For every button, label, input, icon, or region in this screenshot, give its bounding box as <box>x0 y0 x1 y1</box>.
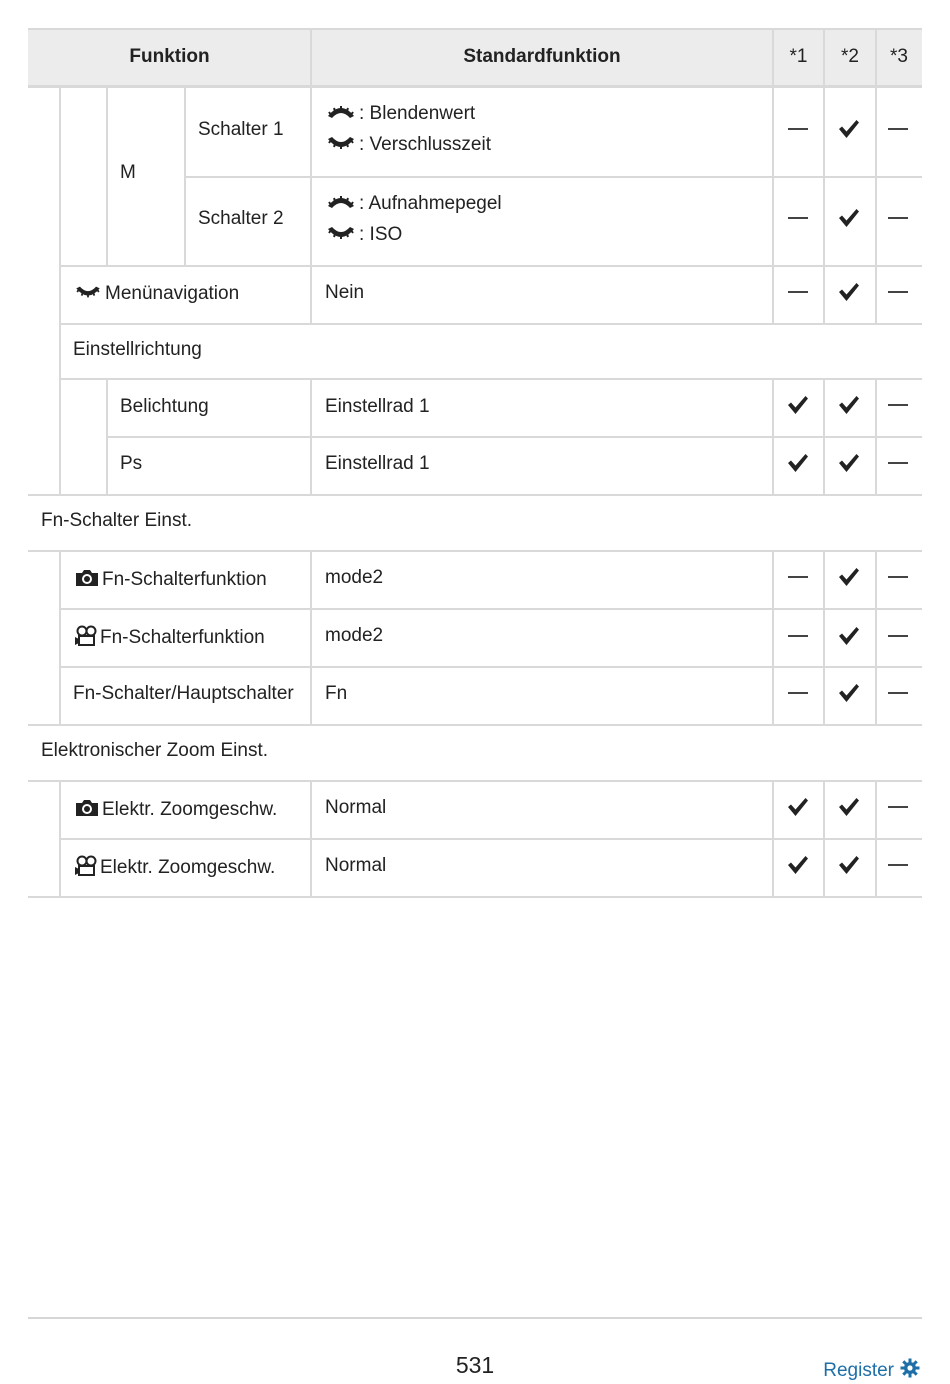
belichtung-value <box>325 389 430 425</box>
header-col1-label: *1 <box>789 46 808 67</box>
dash-mark <box>888 692 908 694</box>
schalter2-rear-text: : ISO <box>359 224 403 245</box>
zoom-movie-value <box>325 848 386 884</box>
dash-mark <box>788 291 808 293</box>
schalter1-label <box>198 112 284 148</box>
rule <box>772 551 774 725</box>
check-icon <box>787 395 809 415</box>
rule <box>772 781 774 897</box>
check-icon <box>787 855 809 875</box>
rule <box>28 28 922 30</box>
fn-haupt-value <box>325 676 347 712</box>
rule <box>310 28 312 86</box>
rule <box>875 86 877 324</box>
rule <box>310 781 312 897</box>
check-icon <box>838 855 860 875</box>
rule <box>875 551 877 725</box>
rule <box>60 608 922 610</box>
schalter1-rear-value <box>326 129 491 161</box>
zoom-section-title <box>41 733 268 769</box>
camera-icon <box>74 798 100 823</box>
dash-mark <box>788 128 808 130</box>
ps-text: Ps <box>120 453 143 474</box>
zoom-section-text: Elektronischer Zoom Einst. <box>41 740 269 761</box>
header-col1 <box>773 28 824 86</box>
schalter2-text: Schalter 2 <box>198 208 284 229</box>
schalter1-text: Schalter 1 <box>198 119 284 140</box>
header-standardfunktion-label: Standardfunktion <box>463 46 621 67</box>
rule <box>28 85 922 88</box>
rule <box>875 28 877 86</box>
rule <box>772 379 774 495</box>
mode-m-label <box>120 155 136 191</box>
gear-icon[interactable] <box>900 1358 920 1384</box>
rule <box>823 86 825 324</box>
fn-photo-value <box>325 560 383 596</box>
rule <box>59 781 61 897</box>
header-col2 <box>824 28 876 86</box>
rule <box>310 551 312 725</box>
rule <box>60 666 922 668</box>
movie-camera-icon <box>74 855 98 882</box>
menu-nav-label <box>74 276 239 312</box>
rule <box>59 551 61 725</box>
check-icon <box>838 208 860 228</box>
zoom-movie-value-text: Normal <box>325 855 387 876</box>
fn-section-title <box>41 503 192 539</box>
rule <box>823 28 825 86</box>
schalter2-front-text: : Aufnahmepegel <box>359 193 502 214</box>
schalter1-front-value <box>326 98 475 130</box>
rule <box>823 379 825 495</box>
fn-haupt-value-text: Fn <box>325 683 348 704</box>
rear-dial-icon <box>326 133 356 158</box>
rule <box>772 28 774 86</box>
check-icon <box>838 282 860 302</box>
rule <box>185 176 922 178</box>
register-link-label[interactable]: Register <box>823 1360 894 1381</box>
rule <box>823 781 825 897</box>
fn-movie-value-text: mode2 <box>325 625 384 646</box>
rule <box>106 86 108 266</box>
dash-mark <box>888 128 908 130</box>
dash-mark <box>888 217 908 219</box>
rule <box>875 781 877 897</box>
rule <box>60 378 922 380</box>
rule <box>60 838 922 840</box>
rule <box>28 896 922 898</box>
dash-mark <box>888 864 908 866</box>
zoom-photo-text: Elektr. Zoomgeschw. <box>102 799 278 820</box>
header-col3 <box>876 28 922 86</box>
belichtung-value-text: Einstellrad 1 <box>325 396 430 417</box>
rule <box>28 494 922 496</box>
check-icon <box>787 453 809 473</box>
fn-haupt-text: Fn-Schalter/Hauptschalter <box>73 683 294 704</box>
menu-nav-value-text: Nein <box>325 282 365 303</box>
front-dial-icon <box>326 192 356 217</box>
check-icon <box>838 119 860 139</box>
rule <box>772 86 774 324</box>
dash-mark <box>788 576 808 578</box>
ps-label <box>120 446 142 482</box>
schalter1-front-text: : Blendenwert <box>359 103 476 124</box>
zoom-photo-label <box>74 792 277 828</box>
dash-mark <box>888 806 908 808</box>
movie-camera-icon <box>74 625 98 652</box>
rule <box>60 323 922 325</box>
zoom-photo-value <box>325 790 386 826</box>
mode-m-text: M <box>120 162 136 183</box>
rule <box>107 436 922 438</box>
rule <box>875 379 877 495</box>
header-col3-label: *3 <box>890 46 908 67</box>
fn-photo-text: Fn-Schalterfunktion <box>102 569 267 590</box>
schalter2-rear-value <box>326 219 402 251</box>
dash-mark <box>888 404 908 406</box>
camera-icon <box>74 568 100 593</box>
rule <box>310 86 312 324</box>
fn-photo-label <box>74 562 267 598</box>
header-standardfunktion <box>311 28 773 86</box>
fn-haupt-label <box>73 676 294 712</box>
rule <box>60 265 922 267</box>
page-number: 531 <box>455 1352 495 1378</box>
header-funktion-label: Funktion <box>129 46 210 67</box>
rule <box>28 780 922 782</box>
rule <box>59 86 61 495</box>
fn-movie-label <box>74 620 265 656</box>
rule <box>106 379 108 495</box>
front-dial-icon <box>326 102 356 127</box>
rear-dial-icon <box>326 223 356 248</box>
rear-dial-icon <box>74 283 102 306</box>
fn-movie-text: Fn-Schalterfunktion <box>100 627 265 648</box>
fn-section-text: Fn-Schalter Einst. <box>41 510 192 531</box>
rule <box>823 551 825 725</box>
register-link[interactable] <box>823 1358 920 1384</box>
belichtung-text: Belichtung <box>120 396 209 417</box>
ps-value-text: Einstellrad 1 <box>325 453 430 474</box>
dash-mark <box>788 635 808 637</box>
menu-nav-value <box>325 275 364 311</box>
schalter1-rear-text: : Verschlusszeit <box>359 134 491 155</box>
rule <box>28 724 922 726</box>
ps-value <box>325 446 430 482</box>
rule <box>28 550 922 552</box>
einstellrichtung-text: Einstellrichtung <box>73 339 202 360</box>
header-funktion <box>28 28 311 86</box>
check-icon <box>838 797 860 817</box>
check-icon <box>838 683 860 703</box>
check-icon <box>838 395 860 415</box>
dash-mark <box>788 217 808 219</box>
einstellrichtung-label <box>73 332 202 368</box>
schalter2-front-value <box>326 188 502 220</box>
dash-mark <box>888 635 908 637</box>
fn-movie-value <box>325 618 383 654</box>
check-icon <box>787 797 809 817</box>
rule <box>310 379 312 495</box>
dash-mark <box>888 462 908 464</box>
dash-mark <box>788 692 808 694</box>
zoom-photo-value-text: Normal <box>325 797 387 818</box>
belichtung-label <box>120 389 209 425</box>
header-col2-label: *2 <box>841 46 859 67</box>
check-icon <box>838 626 860 646</box>
check-icon <box>838 567 860 587</box>
dash-mark <box>888 291 908 293</box>
rule <box>184 86 186 266</box>
dash-mark <box>888 576 908 578</box>
zoom-movie-label <box>74 850 275 886</box>
footer-divider <box>28 1317 922 1319</box>
fn-photo-value-text: mode2 <box>325 567 384 588</box>
zoom-movie-text: Elektr. Zoomgeschw. <box>100 857 276 878</box>
schalter2-label <box>198 201 284 237</box>
menu-nav-text: Menünavigation <box>105 283 240 304</box>
check-icon <box>838 453 860 473</box>
